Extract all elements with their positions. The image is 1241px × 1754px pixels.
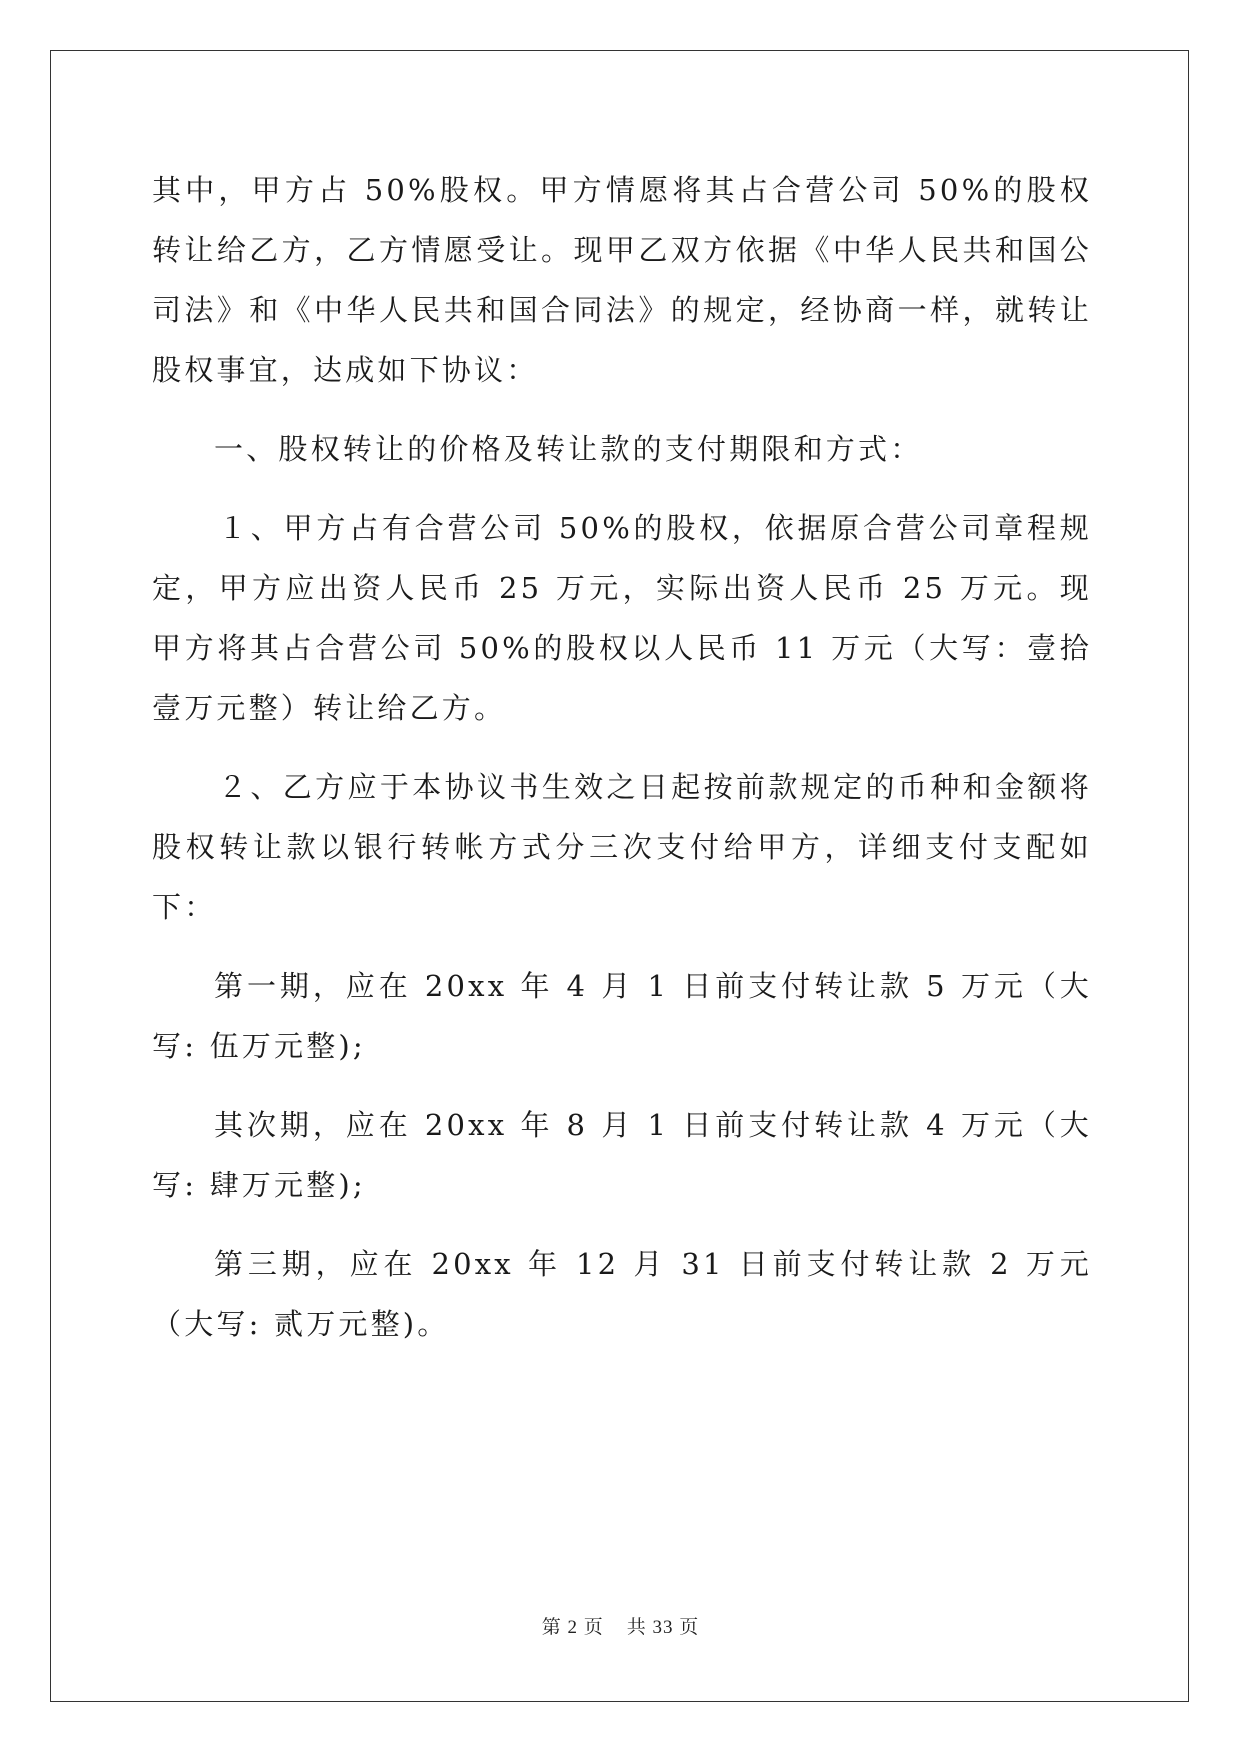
payment-phase-2: 其次期，应在 20xx 年 8 月 1 日前支付转让款 4 万元（大写: 肆万元整); <box>152 1108 1092 1202</box>
page-footer <box>0 1612 1241 1639</box>
paragraph-intro: 其中，甲方占 50%股权。甲方情愿将其占合营公司 50%的股权转让给乙方，乙方情愿受让。现甲乙双方依据《中华人民共和国公司法》和《中华人民共和国合同法》的规定，经协商一样，就转让股权事宜，达成如下协议： <box>152 173 1092 387</box>
section-heading-1: 一、股权转让的价格及转让款的支付期限和方式： <box>214 432 923 466</box>
page-total: 共 33 页 <box>626 1617 700 1638</box>
page-number: 第 2 页 <box>541 1617 604 1638</box>
payment-phase-3: 第三期，应在 20xx 年 12 月 31 日前支付转让款 2 万元（大写: 贰万元整)。 <box>152 1247 1092 1341</box>
clause-2: ２、乙方应于本协议书生效之日起按前款规定的币种和金额将股权转让款以银行转帐方式分三次支付给甲方，详细支付支配如下： <box>152 770 1092 924</box>
payment-phase-1: 第一期，应在 20xx 年 4 月 1 日前支付转让款 5 万元（大写: 伍万元整); <box>152 969 1092 1063</box>
clause-1: １、甲方占有合营公司 50%的股权，依据原合营公司章程规定，甲方应出资人民币 25 万元，实际出资人民币 25 万元。现甲方将其占合营公司 50%的股权以人民币 11 万元（大写：壹拾壹万元整）转让给乙方。 <box>152 511 1092 725</box>
document-body <box>152 160 1092 1373</box>
